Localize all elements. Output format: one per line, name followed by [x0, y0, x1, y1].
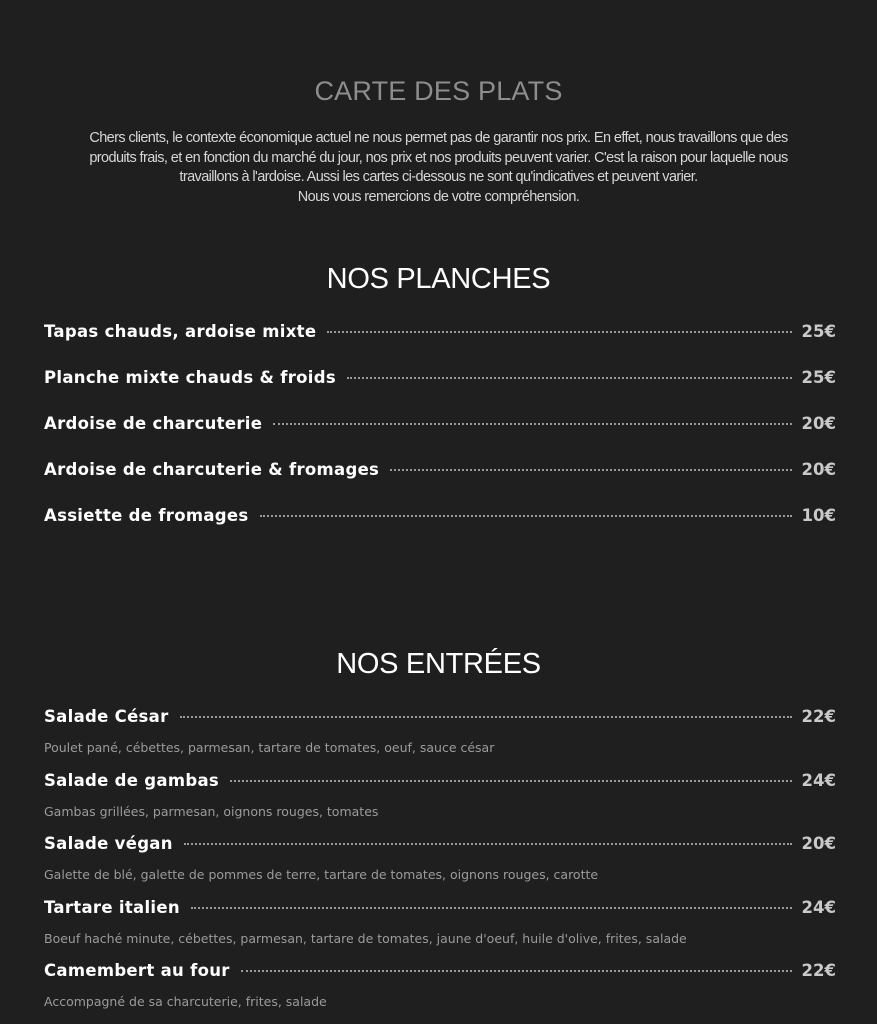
notice-line: travaillons à l'ardoise. Aussi les cartes ci-dessous ne sont qu'indicatives et peuvent varier.	[179, 169, 698, 185]
section-title-entrees: NOS ENTRÉES	[336, 648, 541, 680]
menu-item-name: Salade César	[44, 706, 169, 726]
dotted-leader	[184, 843, 792, 845]
menu-item-description: Poulet pané, cébettes, parmesan, tartare de tomates, oeuf, sauce césar	[44, 740, 495, 755]
menu-item-description: Accompagné de sa charcuterie, frites, salade	[44, 994, 327, 1009]
menu-item-name: Assiette de fromages	[44, 505, 249, 525]
notice-line: produits frais, et en fonction du marché du jour, nos prix et nos produits peuvent varier. C'est la raison pour laquelle nous	[89, 149, 788, 166]
dotted-leader	[347, 377, 792, 379]
menu-item	[44, 365, 836, 389]
price-notice	[60, 129, 817, 207]
dotted-leader	[230, 780, 792, 782]
notice-line: Chers clients, le contexte économique actuel ne nous permet pas de garantir nos prix. En effet, nous travaillons que des	[89, 130, 788, 146]
menu-item-name: Ardoise de charcuterie & fromages	[44, 459, 380, 479]
dotted-leader	[191, 907, 792, 909]
menu-item-name: Ardoise de charcuterie	[44, 413, 263, 433]
menu-item	[44, 958, 836, 982]
menu-item-price: 20€	[801, 459, 836, 479]
menu-item	[44, 457, 836, 481]
menu-item-name: Tartare italien	[44, 897, 180, 917]
menu-item	[44, 411, 836, 435]
dotted-leader	[260, 515, 792, 517]
menu-item-price: 25€	[801, 367, 836, 387]
menu-item-description: Boeuf haché minute, cébettes, parmesan, tartare de tomates, jaune d'oeuf, huile d'olive, frites, salade	[44, 931, 687, 946]
page-title: CARTE DES PLATS	[314, 76, 563, 106]
menu-item-description: Galette de blé, galette de pommes de terre, tartare de tomates, oignons rouges, carotte	[44, 867, 599, 882]
menu-item-name: Camembert au four	[44, 960, 230, 980]
menu-item-price: 22€	[801, 706, 836, 726]
menu-item-name: Salade de gambas	[44, 770, 220, 790]
menu-item	[44, 831, 836, 855]
menu-item-description: Gambas grillées, parmesan, oignons rouges, tomates	[44, 804, 379, 819]
menu-item-price: 25€	[801, 321, 836, 341]
dotted-leader	[180, 716, 792, 718]
menu-item	[44, 768, 836, 792]
menu-item-price: 20€	[801, 833, 836, 853]
dotted-leader	[241, 970, 792, 972]
dotted-leader	[390, 469, 791, 471]
menu-item-name: Planche mixte chauds & froids	[44, 367, 336, 387]
menu-item-name: Tapas chauds, ardoise mixte	[44, 321, 317, 341]
menu-item	[44, 704, 836, 728]
section-title-planches: NOS PLANCHES	[326, 263, 551, 295]
menu-item-price: 10€	[801, 505, 836, 525]
menu-item	[44, 319, 836, 343]
menu-item-price: 22€	[801, 960, 836, 980]
dotted-leader	[327, 331, 791, 333]
menu-item-price: 24€	[801, 897, 836, 917]
menu-item	[44, 503, 836, 527]
menu-item-name: Salade végan	[44, 833, 173, 853]
menu-item-price: 24€	[801, 770, 836, 790]
menu-item	[44, 895, 836, 919]
notice-line: Nous vous remercions de votre compréhension.	[297, 188, 580, 205]
menu-item-price: 20€	[801, 413, 836, 433]
dotted-leader	[273, 423, 791, 425]
